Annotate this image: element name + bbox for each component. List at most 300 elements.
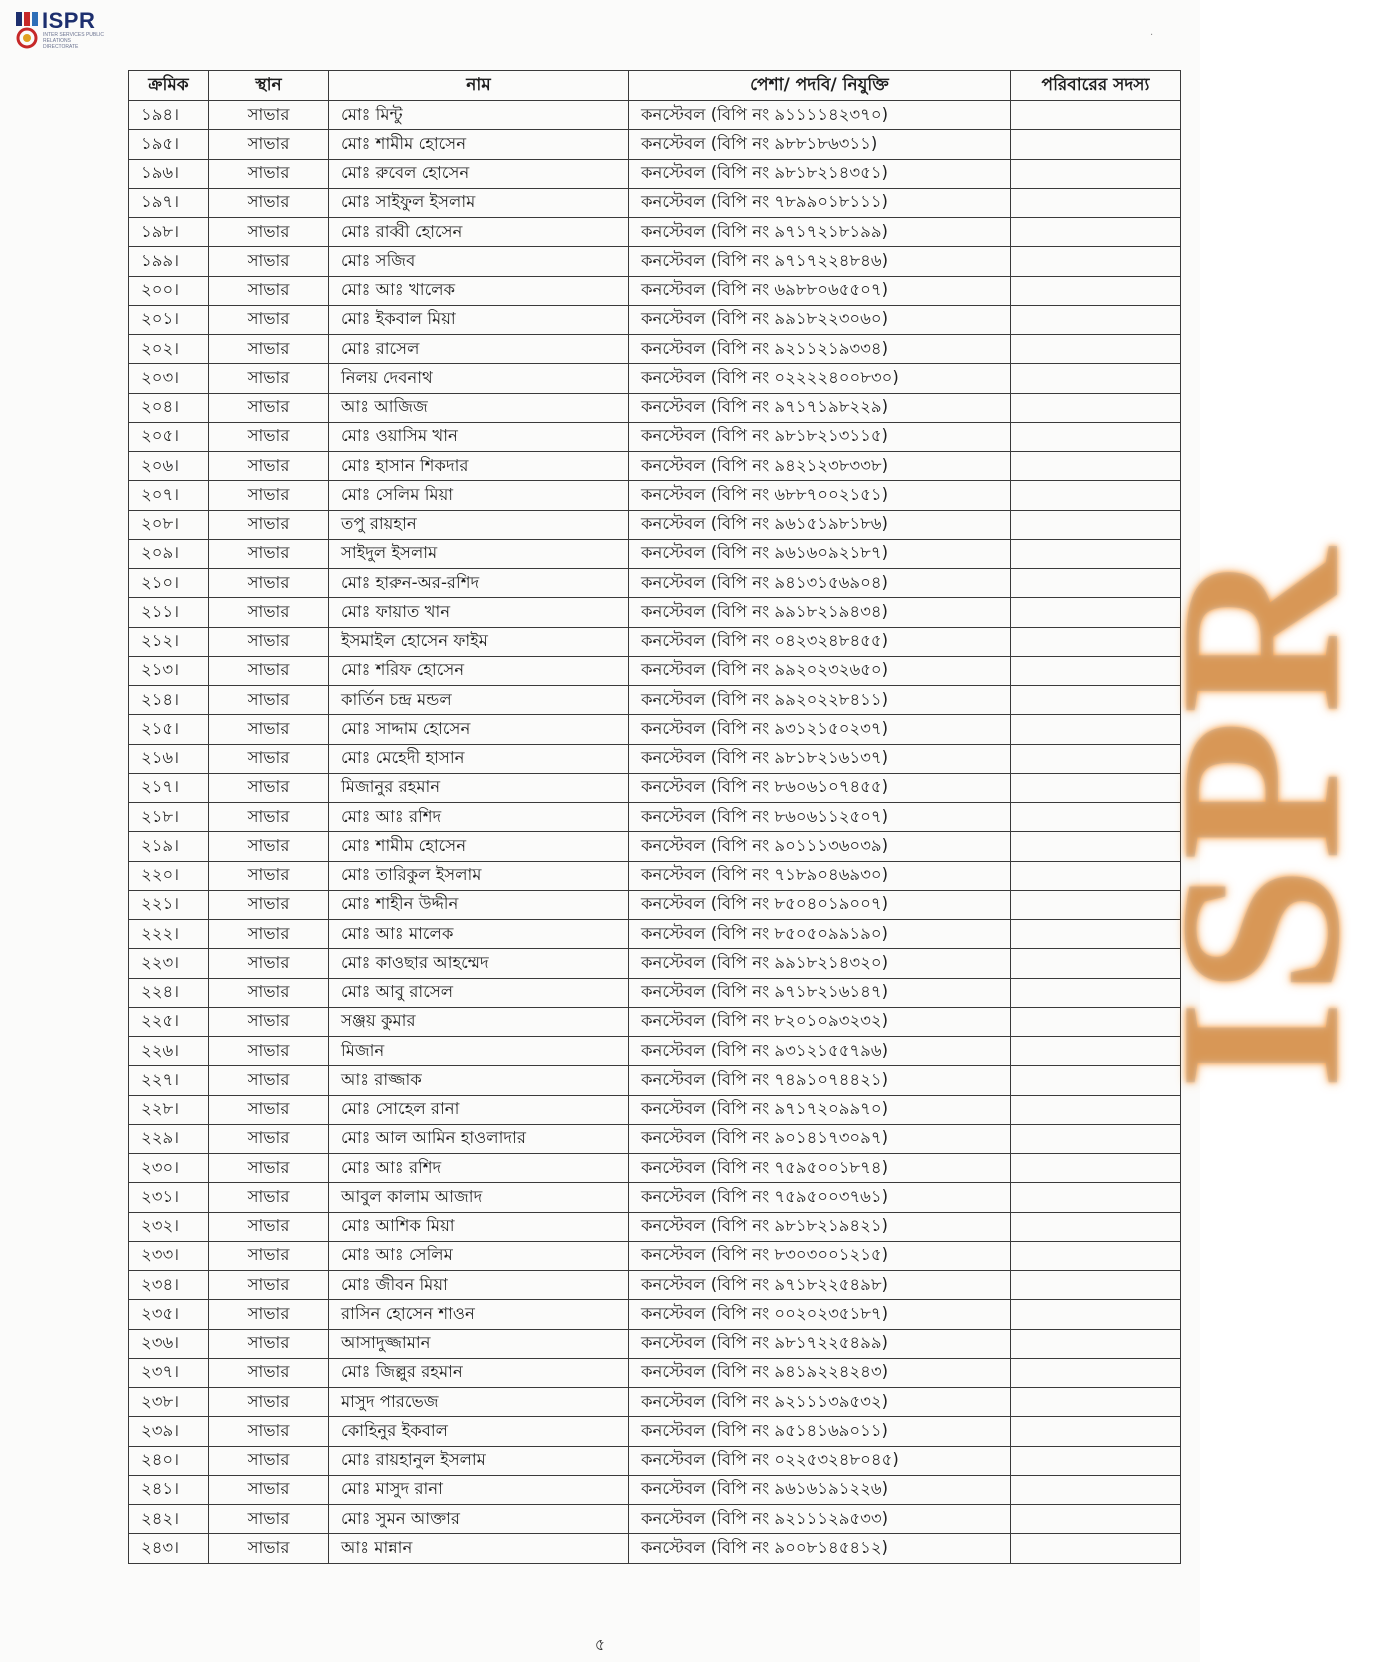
cell-name: মোঃ শরিফ হোসেন (329, 656, 629, 685)
cell-family (1011, 569, 1181, 598)
table-row (129, 364, 1181, 393)
cell-occupation: কনস্টেবল (বিপি নং ৯৩১২১৫০২৩৭) (629, 715, 1011, 744)
cell-name: মোঃ আবু রাসেল (329, 978, 629, 1007)
cell-serial: ২৪৩। (129, 1534, 209, 1563)
cell-name: মোঃ সজিব (329, 247, 629, 276)
cell-family (1011, 686, 1181, 715)
cell-serial: ২৩৭। (129, 1358, 209, 1387)
cell-place: সাভার (209, 1446, 329, 1475)
cell-name: মোঃ সোহেল রানা (329, 1095, 629, 1124)
table-row (129, 598, 1181, 627)
cell-name: মোঃ জিল্লুর রহমান (329, 1358, 629, 1387)
cell-occupation: কনস্টেবল (বিপি নং ৯৮১৮২১৩১১৫) (629, 422, 1011, 451)
cell-serial: ২০৪। (129, 393, 209, 422)
cell-family (1011, 1241, 1181, 1270)
cell-family (1011, 1183, 1181, 1212)
cell-place: সাভার (209, 1358, 329, 1387)
cell-family (1011, 832, 1181, 861)
table-row (129, 1417, 1181, 1446)
table-row (129, 920, 1181, 949)
cell-name: মোঃ জীবন মিয়া (329, 1271, 629, 1300)
cell-place: সাভার (209, 481, 329, 510)
cell-serial: ২১৮। (129, 803, 209, 832)
cell-name: মাসুদ পারভেজ (329, 1388, 629, 1417)
cell-family (1011, 1271, 1181, 1300)
cell-serial: ২২৮। (129, 1095, 209, 1124)
table-row (129, 1095, 1181, 1124)
cell-name: মিজানুর রহমান (329, 773, 629, 802)
cell-serial: ২২৬। (129, 1037, 209, 1066)
cell-serial: ২১২। (129, 627, 209, 656)
table-row (129, 1154, 1181, 1183)
cell-family (1011, 1475, 1181, 1504)
cell-serial: ২২০। (129, 861, 209, 890)
cell-name: মোঃ আঃ মালেক (329, 920, 629, 949)
cell-occupation: কনস্টেবল (বিপি নং ৯৯১৮২২৩০৬০) (629, 305, 1011, 334)
cell-name: আবুল কালাম আজাদ (329, 1183, 629, 1212)
cell-occupation: কনস্টেবল (বিপি নং ৯৩১২১৫৫৭৯৬) (629, 1037, 1011, 1066)
cell-serial: ১৯৭। (129, 188, 209, 217)
cell-name: মোঃ ওয়াসিম খান (329, 422, 629, 451)
cell-family (1011, 1124, 1181, 1153)
cell-occupation: কনস্টেবল (বিপি নং ০২২৫৩২৪৮০৪৫) (629, 1446, 1011, 1475)
cell-place: সাভার (209, 159, 329, 188)
cell-occupation: কনস্টেবল (বিপি নং ৮৫০৫০৯৯১৯০) (629, 920, 1011, 949)
cell-occupation: কনস্টেবল (বিপি নং ৯৭১৮২২৫৪৯৮) (629, 1271, 1011, 1300)
cell-occupation: কনস্টেবল (বিপি নং ৯৭১৭২১৮১৯৯) (629, 218, 1011, 247)
table-row (129, 1124, 1181, 1153)
cell-place: সাভার (209, 890, 329, 919)
cell-place: সাভার (209, 1534, 329, 1563)
cell-family (1011, 1212, 1181, 1241)
table-row (129, 1475, 1181, 1504)
table-row (129, 130, 1181, 159)
cell-serial: ২৩৮। (129, 1388, 209, 1417)
cell-family (1011, 1154, 1181, 1183)
cell-occupation: কনস্টেবল (বিপি নং ৯৬১৬০৯২১৮৭) (629, 539, 1011, 568)
cell-serial: ১৯৯। (129, 247, 209, 276)
cell-serial: ২২৪। (129, 978, 209, 1007)
cell-place: সাভার (209, 832, 329, 861)
logo-subtext: INTER SERVICES PUBLIC RELATIONS DIRECTORATE (43, 32, 105, 50)
cell-name: আসাদুজ্জামান (329, 1329, 629, 1358)
cell-name: আঃ রাজ্জাক (329, 1066, 629, 1095)
table-row (129, 335, 1181, 364)
cell-serial: ২৪২। (129, 1505, 209, 1534)
cell-place: সাভার (209, 218, 329, 247)
cell-serial: ২০৬। (129, 452, 209, 481)
cell-name: তপু রায়হান (329, 510, 629, 539)
cell-place: সাভার (209, 949, 329, 978)
table-row (129, 1212, 1181, 1241)
cell-occupation: কনস্টেবল (বিপি নং ৯২১১১৩৯৫৩২) (629, 1388, 1011, 1417)
cell-name: মোঃ আঃ খালেক (329, 276, 629, 305)
cell-occupation: কনস্টেবল (বিপি নং ৮৩০৩০০১২১৫) (629, 1241, 1011, 1270)
cell-occupation: কনস্টেবল (বিপি নং ৯৭১৭১৯৮২২৯) (629, 393, 1011, 422)
cell-name: মোঃ আশিক মিয়া (329, 1212, 629, 1241)
cell-family (1011, 393, 1181, 422)
cell-occupation: কনস্টেবল (বিপি নং ৯০১৪১৭৩০৯৭) (629, 1124, 1011, 1153)
cell-serial: ২২৩। (129, 949, 209, 978)
cell-name: মোঃ ফায়াত খান (329, 598, 629, 627)
cell-name: মোঃ মাসুদ রানা (329, 1475, 629, 1504)
cell-family (1011, 159, 1181, 188)
cell-place: সাভার (209, 101, 329, 130)
table-row (129, 422, 1181, 451)
cell-name: মোঃ সাইফুল ইসলাম (329, 188, 629, 217)
cell-name: মোঃ রুবেল হোসেন (329, 159, 629, 188)
cell-serial: ১৯৬। (129, 159, 209, 188)
cell-name: মোঃ হাসান শিকদার (329, 452, 629, 481)
cell-place: সাভার (209, 1212, 329, 1241)
cell-place: সাভার (209, 803, 329, 832)
cell-place: সাভার (209, 744, 329, 773)
header-serial: ক্রমিক (129, 71, 209, 101)
cell-family (1011, 715, 1181, 744)
cell-serial: ২০১। (129, 305, 209, 334)
cell-name: মোঃ সুমন আক্তার (329, 1505, 629, 1534)
cell-place: সাভার (209, 1417, 329, 1446)
cell-occupation: কনস্টেবল (বিপি নং ৯০০৮১৪৫৪১২) (629, 1534, 1011, 1563)
cell-family (1011, 305, 1181, 334)
cell-occupation: কনস্টেবল (বিপি নং ৮৫০৪০১৯০০৭) (629, 890, 1011, 919)
cell-family (1011, 276, 1181, 305)
table-body (129, 101, 1181, 1564)
cell-family (1011, 949, 1181, 978)
cell-serial: ২৩৫। (129, 1300, 209, 1329)
cell-place: সাভার (209, 1505, 329, 1534)
cell-family (1011, 773, 1181, 802)
cell-serial: ২২২। (129, 920, 209, 949)
table-row (129, 803, 1181, 832)
cell-place: সাভার (209, 861, 329, 890)
cell-serial: ২০৯। (129, 539, 209, 568)
cell-place: সাভার (209, 130, 329, 159)
cell-name: মোঃ আঃ রশিদ (329, 1154, 629, 1183)
cell-family (1011, 890, 1181, 919)
cell-name: মোঃ আল আমিন হাওলাদার (329, 1124, 629, 1153)
table-row (129, 1446, 1181, 1475)
cell-place: সাভার (209, 686, 329, 715)
table-header-row (129, 71, 1181, 101)
cell-place: সাভার (209, 452, 329, 481)
page-number: ৫ (594, 1635, 606, 1654)
cell-family (1011, 364, 1181, 393)
table-row (129, 656, 1181, 685)
cell-occupation: কনস্টেবল (বিপি নং ৯৮৮১৮৬৩১১) (629, 130, 1011, 159)
cell-serial: ২১১। (129, 598, 209, 627)
cell-family (1011, 247, 1181, 276)
cell-family (1011, 481, 1181, 510)
cell-occupation: কনস্টেবল (বিপি নং ৯৮১৭২২৫৪৯৯) (629, 1329, 1011, 1358)
cell-family (1011, 1388, 1181, 1417)
table-row (129, 276, 1181, 305)
cell-family (1011, 1095, 1181, 1124)
cell-serial: ২৪১। (129, 1475, 209, 1504)
cell-place: সাভার (209, 627, 329, 656)
cell-family (1011, 1505, 1181, 1534)
cell-serial: ২০৫। (129, 422, 209, 451)
cell-family (1011, 598, 1181, 627)
cell-place: সাভার (209, 1329, 329, 1358)
cell-occupation: কনস্টেবল (বিপি নং ৮৬০৬১০৭৪৫৫) (629, 773, 1011, 802)
table-row (129, 949, 1181, 978)
cell-occupation: কনস্টেবল (বিপি নং ৯৯১৮২১৯৪৩৪) (629, 598, 1011, 627)
cell-serial: ২২১। (129, 890, 209, 919)
cell-place: সাভার (209, 715, 329, 744)
cell-name: মোঃ রায়হানুল ইসলাম (329, 1446, 629, 1475)
cell-occupation: কনস্টেবল (বিপি নং ৯৮১৮২১৪৩৫১) (629, 159, 1011, 188)
cell-serial: ২২৫। (129, 1007, 209, 1036)
cell-family (1011, 130, 1181, 159)
cell-name: মোঃ শামীম হোসেন (329, 832, 629, 861)
table-row (129, 715, 1181, 744)
cell-name: মোঃ তারিকুল ইসলাম (329, 861, 629, 890)
cell-family (1011, 861, 1181, 890)
table-row (129, 101, 1181, 130)
cell-name: কোহিনুর ইকবাল (329, 1417, 629, 1446)
table-row (129, 1037, 1181, 1066)
cell-family (1011, 1534, 1181, 1563)
cell-serial: ২৩৯। (129, 1417, 209, 1446)
cell-serial: ২১৪। (129, 686, 209, 715)
ispr-logo (14, 8, 106, 56)
cell-place: সাভার (209, 188, 329, 217)
cell-serial: ২৩৩। (129, 1241, 209, 1270)
table-row (129, 218, 1181, 247)
cell-occupation: কনস্টেবল (বিপি নং ৭৮৯৯০১৮১১১) (629, 188, 1011, 217)
cell-occupation: কনস্টেবল (বিপি নং ৯০১১১৩৬০৩৯) (629, 832, 1011, 861)
cell-occupation: কনস্টেবল (বিপি নং ৮২০১০৯৩২৩২) (629, 1007, 1011, 1036)
cell-occupation: কনস্টেবল (বিপি নং ৯৬১৬১৯১২২৬) (629, 1475, 1011, 1504)
cell-name: মোঃ ইকবাল মিয়া (329, 305, 629, 334)
table-row (129, 1066, 1181, 1095)
roster-table-container (128, 70, 1180, 1564)
cell-place: সাভার (209, 598, 329, 627)
cell-serial: ২১৩। (129, 656, 209, 685)
table-row (129, 1358, 1181, 1387)
cell-serial: ২০৭। (129, 481, 209, 510)
table-row (129, 481, 1181, 510)
cell-serial: ২১৯। (129, 832, 209, 861)
cell-occupation: কনস্টেবল (বিপি নং ৬৮৮৭০০২১৫১) (629, 481, 1011, 510)
cell-place: সাভার (209, 1066, 329, 1095)
cell-occupation: কনস্টেবল (বিপি নং ৯৪১৯২২৪২৪৩) (629, 1358, 1011, 1387)
cell-family (1011, 335, 1181, 364)
cell-family (1011, 188, 1181, 217)
cell-place: সাভার (209, 1388, 329, 1417)
cell-serial: ২৩১। (129, 1183, 209, 1212)
cell-occupation: কনস্টেবল (বিপি নং ৮৬০৬১১২৫০৭) (629, 803, 1011, 832)
cell-occupation: কনস্টেবল (বিপি নং ৯২১১১২৯৫৩৩) (629, 1505, 1011, 1534)
cell-occupation: কনস্টেবল (বিপি নং ৯১১১১৪২৩৭০) (629, 101, 1011, 130)
cell-name: মোঃ সাদ্দাম হোসেন (329, 715, 629, 744)
roster-table (128, 70, 1181, 1564)
cell-name: মোঃ রাব্বী হোসেন (329, 218, 629, 247)
cell-family (1011, 1358, 1181, 1387)
cell-family (1011, 1300, 1181, 1329)
cell-place: সাভার (209, 1183, 329, 1212)
header-name: নাম (329, 71, 629, 101)
cell-occupation: কনস্টেবল (বিপি নং ৯৭১৭২০৯৯৭০) (629, 1095, 1011, 1124)
cell-place: সাভার (209, 569, 329, 598)
cell-name: সঞ্জয় কুমার (329, 1007, 629, 1036)
cell-occupation: কনস্টেবল (বিপি নং ৬৯৮৮০৬৫৫০৭) (629, 276, 1011, 305)
table-row (129, 686, 1181, 715)
table-row (129, 569, 1181, 598)
cell-place: সাভার (209, 1475, 329, 1504)
cell-serial: ২১৬। (129, 744, 209, 773)
cell-name: নিলয় দেবনাথ (329, 364, 629, 393)
header-family: পরিবারের সদস্য (1011, 71, 1181, 101)
cell-name: মোঃ শামীম হোসেন (329, 130, 629, 159)
cell-place: সাভার (209, 539, 329, 568)
cell-name: মোঃ সেলিম মিয়া (329, 481, 629, 510)
table-row (129, 1534, 1181, 1563)
cell-place: সাভার (209, 510, 329, 539)
cell-name: মোঃ হারুন-অর-রশিদ (329, 569, 629, 598)
cell-occupation: কনস্টেবল (বিপি নং ৯৭১৮২১৬১৪৭) (629, 978, 1011, 1007)
cell-name: মোঃ শাহীন উদ্দীন (329, 890, 629, 919)
table-row (129, 1183, 1181, 1212)
cell-occupation: কনস্টেবল (বিপি নং ০৪২৩২৪৮৪৫৫) (629, 627, 1011, 656)
table-row (129, 744, 1181, 773)
cell-name: মোঃ মেহেদী হাসান (329, 744, 629, 773)
cell-family (1011, 539, 1181, 568)
table-row (129, 539, 1181, 568)
logo-text: ISPR (42, 8, 96, 33)
table-row (129, 1505, 1181, 1534)
cell-name: মোঃ আঃ সেলিম (329, 1241, 629, 1270)
cell-occupation: কনস্টেবল (বিপি নং ৯৯১৮২১৪৩২০) (629, 949, 1011, 978)
table-row (129, 861, 1181, 890)
cell-serial: ২৩৬। (129, 1329, 209, 1358)
cell-occupation: কনস্টেবল (বিপি নং ৯৬১৫১৯৮১৮৬) (629, 510, 1011, 539)
cell-occupation: কনস্টেবল (বিপি নং ৯২১১২১৯৩৩৪) (629, 335, 1011, 364)
table-row (129, 159, 1181, 188)
cell-occupation: কনস্টেবল (বিপি নং ৯৯২০২২৮৪১১) (629, 686, 1011, 715)
cell-occupation: কনস্টেবল (বিপি নং ৯৮১৮২১৯৪২১) (629, 1212, 1011, 1241)
cell-name: মোঃ কাওছার আহম্মেদ (329, 949, 629, 978)
table-row (129, 773, 1181, 802)
header-place: স্থান (209, 71, 329, 101)
cell-family (1011, 422, 1181, 451)
table-row (129, 627, 1181, 656)
cell-place: সাভার (209, 335, 329, 364)
cell-name: আঃ আজিজ (329, 393, 629, 422)
ispr-watermark: ISPR (1132, 541, 1387, 1090)
cell-occupation: কনস্টেবল (বিপি নং ৭১৮৯০৪৬৯৩০) (629, 861, 1011, 890)
cell-serial: ২০৮। (129, 510, 209, 539)
cell-name: রাসিন হোসেন শাওন (329, 1300, 629, 1329)
table-row (129, 188, 1181, 217)
cell-serial: ২২৭। (129, 1066, 209, 1095)
cell-serial: ২৩৪। (129, 1271, 209, 1300)
cell-family (1011, 744, 1181, 773)
cell-serial: ২৩২। (129, 1212, 209, 1241)
cell-occupation: কনস্টেবল (বিপি নং ৯৪২১২৩৮৩৩৮) (629, 452, 1011, 481)
cell-family (1011, 803, 1181, 832)
cell-family (1011, 510, 1181, 539)
cell-occupation: কনস্টেবল (বিপি নং ৭৫৯৫০০১৮৭৪) (629, 1154, 1011, 1183)
table-row (129, 1388, 1181, 1417)
cell-name: আঃ মান্নান (329, 1534, 629, 1563)
cell-name: কার্তিন চন্দ্র মন্ডল (329, 686, 629, 715)
header-occupation: পেশা/ পদবি/ নিযুক্তি (629, 71, 1011, 101)
cell-family (1011, 1037, 1181, 1066)
cell-occupation: কনস্টেবল (বিপি নং ৯৫১৪১৬৯০১১) (629, 1417, 1011, 1446)
cell-occupation: কনস্টেবল (বিপি নং ০২২২২৪০০৮৩০) (629, 364, 1011, 393)
cell-family (1011, 627, 1181, 656)
cell-serial: ২৪০। (129, 1446, 209, 1475)
table-row (129, 305, 1181, 334)
table-row (129, 890, 1181, 919)
cell-name: মোঃ রাসেল (329, 335, 629, 364)
cell-serial: ২০০। (129, 276, 209, 305)
cell-place: সাভার (209, 1241, 329, 1270)
cell-family (1011, 452, 1181, 481)
table-row (129, 452, 1181, 481)
table-row (129, 1329, 1181, 1358)
cell-occupation: কনস্টেবল (বিপি নং ০০২০২৩৫১৮৭) (629, 1300, 1011, 1329)
table-row (129, 510, 1181, 539)
cell-place: সাভার (209, 1037, 329, 1066)
cell-serial: ২২৯। (129, 1124, 209, 1153)
cell-occupation: কনস্টেবল (বিপি নং ৯৯২০২৩২৬৫০) (629, 656, 1011, 685)
cell-name: মিজান (329, 1037, 629, 1066)
cell-serial: ১৯৮। (129, 218, 209, 247)
cell-serial: ২১৫। (129, 715, 209, 744)
table-row (129, 1007, 1181, 1036)
cell-place: সাভার (209, 978, 329, 1007)
cell-name: ইসমাইল হোসেন ফাইম (329, 627, 629, 656)
cell-occupation: কনস্টেবল (বিপি নং ৯৭১৭২২৪৮৪৬) (629, 247, 1011, 276)
cell-family (1011, 1446, 1181, 1475)
cell-family (1011, 218, 1181, 247)
cell-family (1011, 656, 1181, 685)
cell-family (1011, 101, 1181, 130)
ispr-emblem-icon (14, 10, 40, 50)
cell-place: সাভার (209, 920, 329, 949)
cell-place: সাভার (209, 422, 329, 451)
cell-name: মোঃ আঃ রশিদ (329, 803, 629, 832)
cell-occupation: কনস্টেবল (বিপি নং ৯৪১৩১৫৬৯০৪) (629, 569, 1011, 598)
cell-place: সাভার (209, 1154, 329, 1183)
cell-serial: ২০৩। (129, 364, 209, 393)
table-row (129, 247, 1181, 276)
cell-place: সাভার (209, 276, 329, 305)
cell-name: সাইদুল ইসলাম (329, 539, 629, 568)
cell-family (1011, 978, 1181, 1007)
cell-family (1011, 1066, 1181, 1095)
cell-place: সাভার (209, 1300, 329, 1329)
cell-place: সাভার (209, 656, 329, 685)
corner-mark: · (1150, 30, 1154, 41)
cell-occupation: কনস্টেবল (বিপি নং ৯৮১৮২১৬১৩৭) (629, 744, 1011, 773)
cell-place: সাভার (209, 1124, 329, 1153)
table-row (129, 1241, 1181, 1270)
cell-place: সাভার (209, 773, 329, 802)
cell-family (1011, 920, 1181, 949)
table-row (129, 832, 1181, 861)
cell-family (1011, 1329, 1181, 1358)
cell-serial: ২৩০। (129, 1154, 209, 1183)
cell-family (1011, 1007, 1181, 1036)
cell-place: সাভার (209, 1007, 329, 1036)
cell-occupation: কনস্টেবল (বিপি নং ৭৫৯৫০০৩৭৬১) (629, 1183, 1011, 1212)
cell-place: সাভার (209, 1095, 329, 1124)
cell-family (1011, 1417, 1181, 1446)
